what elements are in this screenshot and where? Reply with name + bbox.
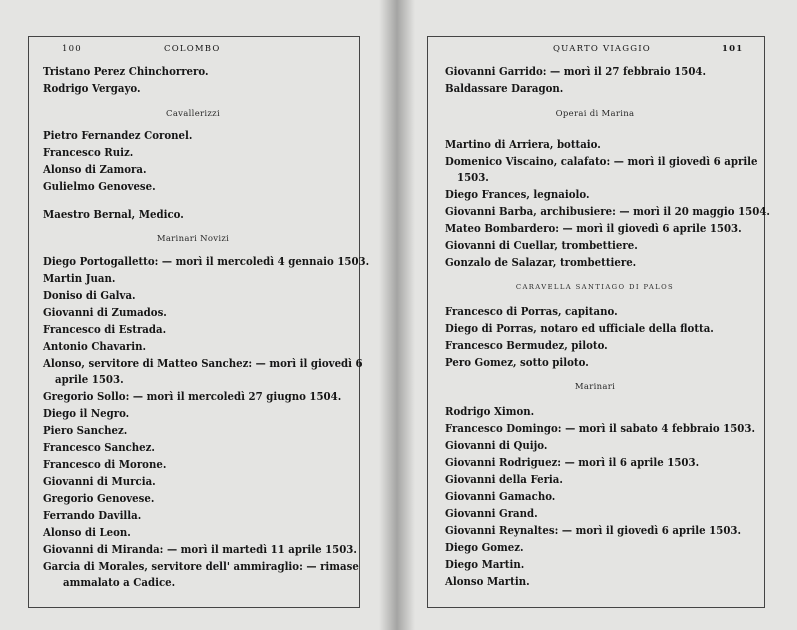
list-item: Giovanni Gamacho. bbox=[445, 489, 556, 503]
running-head: QUARTO VIAGGIO bbox=[553, 44, 651, 54]
list-item: Gregorio Genovese. bbox=[43, 491, 155, 505]
list-item: Baldassare Daragon. bbox=[445, 81, 564, 95]
list-item-continuation: aprile 1503. bbox=[55, 372, 124, 386]
list-item: Diego Martin. bbox=[445, 557, 525, 571]
list-item-continuation: 1503. bbox=[457, 170, 489, 184]
list-item: Giovanni Grand. bbox=[445, 506, 538, 520]
list-item-continuation: ammalato a Cadice. bbox=[63, 575, 176, 589]
section-heading-marinari-novizi: Marinari Novizi bbox=[156, 234, 230, 244]
page-number: 101 bbox=[722, 44, 744, 54]
gutter-shadow bbox=[379, 0, 397, 630]
list-item: Giovanni Garrido: — morì il 27 febbraio 1504. bbox=[445, 64, 707, 78]
gutter-shadow bbox=[397, 0, 415, 630]
section-heading-operai: Operai di Marina bbox=[555, 109, 635, 119]
list-item: Giovanni di Zumados. bbox=[43, 305, 167, 319]
list-item: Tristano Perez Chinchorrero. bbox=[43, 64, 209, 78]
list-item: Pero Gomez, sotto piloto. bbox=[445, 355, 589, 369]
list-item: Ferrando Davilla. bbox=[43, 508, 142, 522]
running-head: COLOMBO bbox=[164, 44, 221, 54]
list-item: Giovanni della Feria. bbox=[445, 472, 563, 486]
list-item: Martin Juan. bbox=[43, 271, 116, 285]
list-item: Alonso Martin. bbox=[445, 574, 530, 588]
list-item: Francesco Ruiz. bbox=[43, 145, 134, 159]
list-item: Francesco di Estrada. bbox=[43, 322, 167, 336]
list-item: Gulielmo Genovese. bbox=[43, 179, 156, 193]
list-item: Gonzalo de Salazar, trombettiere. bbox=[445, 255, 637, 269]
list-item: Alonso di Zamora. bbox=[43, 162, 147, 176]
list-item: Rodrigo Ximon. bbox=[445, 404, 535, 418]
list-item: Garcia di Morales, servitore dell' ammiraglio: — rimase bbox=[43, 559, 359, 573]
list-item: Giovanni Rodriguez: — morì il 6 aprile 1503. bbox=[445, 455, 700, 469]
list-item: Giovanni Barba, archibusiere: — morì il 20 maggio 1504. bbox=[445, 204, 770, 218]
list-item: Domenico Viscaino, calafato: — morì il giovedì 6 aprile bbox=[445, 154, 758, 168]
list-item: Giovanni di Quijo. bbox=[445, 438, 548, 452]
list-item: Diego di Porras, notaro ed ufficiale della flotta. bbox=[445, 321, 714, 335]
list-item: Martino di Arriera, bottaio. bbox=[445, 137, 601, 151]
list-item: Mateo Bombardero: — morì il giovedì 6 aprile 1503. bbox=[445, 221, 742, 235]
list-item: Rodrigo Vergayo. bbox=[43, 81, 141, 95]
list-item: Diego il Negro. bbox=[43, 406, 130, 420]
list-item: Maestro Bernal, Medico. bbox=[43, 207, 184, 221]
list-item: Francesco Bermudez, piloto. bbox=[445, 338, 608, 352]
list-item: Francesco Sanchez. bbox=[43, 440, 155, 454]
list-item: Giovanni Reynaltes: — morì il giovedì 6 aprile 1503. bbox=[445, 523, 742, 537]
list-item: Giovanni di Miranda: — morì il martedì 11 aprile 1503. bbox=[43, 542, 357, 556]
list-item: Doniso di Galva. bbox=[43, 288, 136, 302]
list-item: Pietro Fernandez Coronel. bbox=[43, 128, 193, 142]
page-number: 100 bbox=[62, 44, 82, 54]
list-item: Piero Sanchez. bbox=[43, 423, 128, 437]
list-item: Francesco Domingo: — morì il sabato 4 febbraio 1503. bbox=[445, 421, 756, 435]
list-item: Alonso, servitore di Matteo Sanchez: — morì il giovedì 6 bbox=[43, 356, 363, 370]
list-item: Diego Portogalletto: — morì il mercoledì 4 gennaio 1503. bbox=[43, 254, 370, 268]
section-heading-caravella: CARAVELLA SANTIAGO DI PALOS bbox=[515, 283, 675, 291]
list-item: Gregorio Sollo: — morì il mercoledì 27 giugno 1504. bbox=[43, 389, 342, 403]
list-item: Diego Frances, legnaiolo. bbox=[445, 187, 590, 201]
section-heading-cavallerizzi: Cavallerizzi bbox=[166, 109, 220, 119]
list-item: Antonio Chavarin. bbox=[43, 339, 147, 353]
list-item: Alonso di Leon. bbox=[43, 525, 131, 539]
right-page bbox=[397, 0, 797, 630]
left-page bbox=[0, 0, 397, 630]
list-item: Francesco di Porras, capitano. bbox=[445, 304, 618, 318]
list-item: Diego Gomez. bbox=[445, 540, 524, 554]
list-item: Giovanni di Cuellar, trombettiere. bbox=[445, 238, 638, 252]
list-item: Francesco di Morone. bbox=[43, 457, 167, 471]
list-item: Giovanni di Murcia. bbox=[43, 474, 156, 488]
section-heading-marinari: Marinari bbox=[574, 382, 616, 392]
